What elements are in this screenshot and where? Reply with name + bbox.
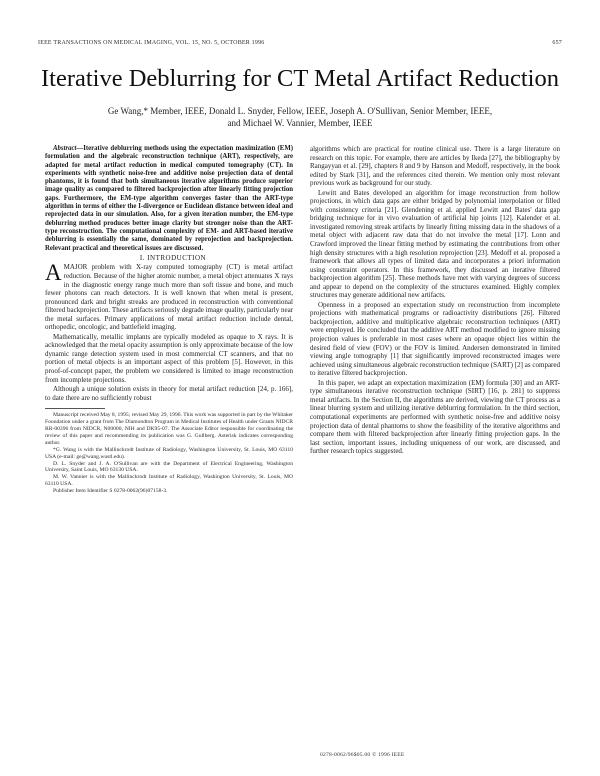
footnote-author-wang: *G. Wang is with the Mallinckrodt Institute of Radiology, Washington University, St. Louis, MO 63110 USA (e-mail: ge@wang.wustl.edu). [45, 446, 293, 460]
intro-paragraph-3: Although a unique solution exists in theory for metal artifact reduction [24, p. 166], to date there are no sufficiently robust [45, 385, 293, 402]
footnote-author-vannier: M. W. Vannier is with the Mallinckrodt Institute of Radiology, Washington University, St. Louis, MO 63110 USA. [45, 474, 293, 488]
abstract-text: Iterative deblurring methods using the expectation maximization (EM) formulation and the algebraic reconstruction technique (ART), respectively, are adapted for metal artifact reduction in medical computed tomography (CT). In experiments with synthetic noise-free and additive noise projection data of dental phantoms, it is found that both simultaneous iterative algorithms produce superior image quality as compared to filtered backprojection after linearly fitting projection gaps. Furthermore, the EM-type algorithm converges faster than the ART-type algorithm in terms of either the I-divergence or Euclidean distance between ideal and reprojected data in our simulation. Also, for a given iteration number, the EM-type deblurring method produces better image clarity but stronger noise than the ART-type reconstruction. The computational complexity of EM- and ART-based iterative deblurring is essentially the same, dominated by reprojection and backprojection. Relevant practical and theoretical issues are discussed. [45, 145, 293, 252]
paper-title: Iterative Deblurring for CT Metal Artifact Reduction [41, 65, 559, 92]
intro-paragraph-1-text: MAJOR problem with X-ray computed tomography (CT) is metal artifact reduction. Because of the higher atomic number, a metal object attenuates X rays in the diagnostic energy range much more than soft tissue and bone, and much fewer photons can reach detectors. It is well known that when metal is present, pronounced dark and bright streaks are produced in reconstruction with conventional filtered backprojection. These artifacts seriously degrade image quality, particularly near the metal surfaces. Primary applications of metal artifact reduction include dental, orthopedic, oncologic, and battlefield imaging. [45, 263, 294, 332]
intro-paragraph-1 [45, 260, 294, 332]
left-column [45, 145, 293, 495]
running-head [38, 40, 562, 46]
right-paragraph-1: algorithms which are practical for routine clinical use. There is a large literature on research on this topic. For example, there are articles by Ikeda [27], the bibliography by Rangayyan et al. [29], chapters 8 and 9 by Hanson and Medoff, respectively, in the book edited by Stark [31], and the references cited therein. We mention only most relevant previous work as background for our study. [310, 145, 560, 188]
author-list [80, 105, 520, 129]
intro-paragraph-2: Mathematically, metallic implants are typically modeled as opaque to X rays. It is acknowledged that the metal opacity assumption is only approximate because of the low dynamic range detection system used in most commercial CT scanners, and that no portion of metal objects is an important aspect of this problem [5]. However, in this proof-of-concept paper, the problem we considered is limited to image reconstruction from incomplete projections. [45, 332, 293, 384]
right-paragraph-2: Lewitt and Bates developed an algorithm for image reconstruction from hollow projections, in which data gaps are either bridged by polynomial interpolation or filled with consistency criteria [21]. Glendening et al. applied Lewitt and Bates' data gap bridging technique for in vivo evaluation of artificial hip joints [12]. Kalender et al. investigated removing streak artifacts by linearly fitting missing data in the shadows of a metal object with adjacent raw data that do not involve the metal [17]. Lonn and Crawford improved the linear fitting method by estimating the contributions from other high density structures with a high resolution reprojection [23]. Medoff et al. proposed a framework that allows all types of limited data and incorporates a priori information using constraint operators. In this framework, they discussed an iterative filtered backprojection algorithm [25]. These methods have met with varying degrees of success and appear to depend on the complexity of the structures examined. Highly complex structures may generate additional new artifacts. [310, 188, 560, 300]
copyright-code: 0278-0062/96$05.00 © 1996 IEEE [320, 752, 405, 758]
section-heading-introduction: I. INTRODUCTION [139, 253, 207, 262]
page-number: 657 [552, 40, 562, 46]
author-line-1: Ge Wang,* Member, IEEE, Donald L. Snyder, Fellow, IEEE, Joseph A. O'Sullivan, Senior Member, IEEE, [107, 106, 493, 116]
running-head-journal: IEEE TRANSACTIONS ON MEDICAL IMAGING, VOL. 15, NO. 5, OCTOBER 1996 [38, 40, 265, 46]
footnotes [45, 412, 293, 495]
drop-cap: A [45, 260, 62, 286]
footnote-publisher-id: Publisher Item Identifier S 0278-0062(96)07158-3. [53, 488, 168, 495]
footnote-manuscript: Manuscript received May 8, 1995; revised May 29, 1996. This work was supported in part by the Whitaker Foundation under a grant from The Diamondton Program in Medical Institutes of Health under Grants NIDCR RR-00396 from NIDCR, N00000, NIH and DK95-07. The Associate Editor responsible for coordinating the review of this paper and recommending its publication was G. Gullberg. Asterisk indicates corresponding author. [45, 412, 293, 446]
abstract-label: Abstract— [53, 145, 84, 152]
author-line-2: and Michael W. Vannier, Member, IEEE [227, 118, 373, 128]
right-column [310, 145, 560, 457]
right-paragraph-4: In this paper, we adapt an expectation maximization (EM) formula [30] and an ART-type simultaneous iterative reconstruction technique (SIRT) [16, p. 281] to suppress metal artifacts. In the Section II, the algorithms are derived, viewing the CT process as a linear blurring system and utilizing iterative deblurring formulation. In the third section, computational experiments are performed with synthetic noise-free and additive noisy projection data of dental phantoms to show the feasibility of the iterative algorithms and compare them with filtered backprojection after linearly fitting projection gaps. In the last section, important issues, including uniqueness of our work, are discussed, and further research topics suggested. [310, 378, 560, 456]
right-paragraph-3: Openness in a proposed an expectation study on reconstruction from incomplete projections with mathematical programs or radioactivity distributions [26]. Filtered backprojection, additive and multiplicative algebraic reconstruction techniques (ART) were employed. He concluded that the additive ART method modified to ignore missing projection values is preferable in most cases where an opaque object lies within the desired field of view (FOV) or the FOV is limited. Andersen demonstrated in limited viewing angle tomography [1] that significantly improved reconstructed images were achieved using simultaneous algebraic reconstruction technique (SART) [2] as compared to iterative filtered backprojection. [310, 300, 560, 378]
abstract [45, 145, 293, 253]
footnote-author-snyder: D. L. Snyder and J. A. O'Sullivan are with the Department of Electrical Engineering, Washington University, Saint Louis, MO 63130 USA. [45, 460, 293, 474]
footnote-rule [45, 408, 105, 409]
